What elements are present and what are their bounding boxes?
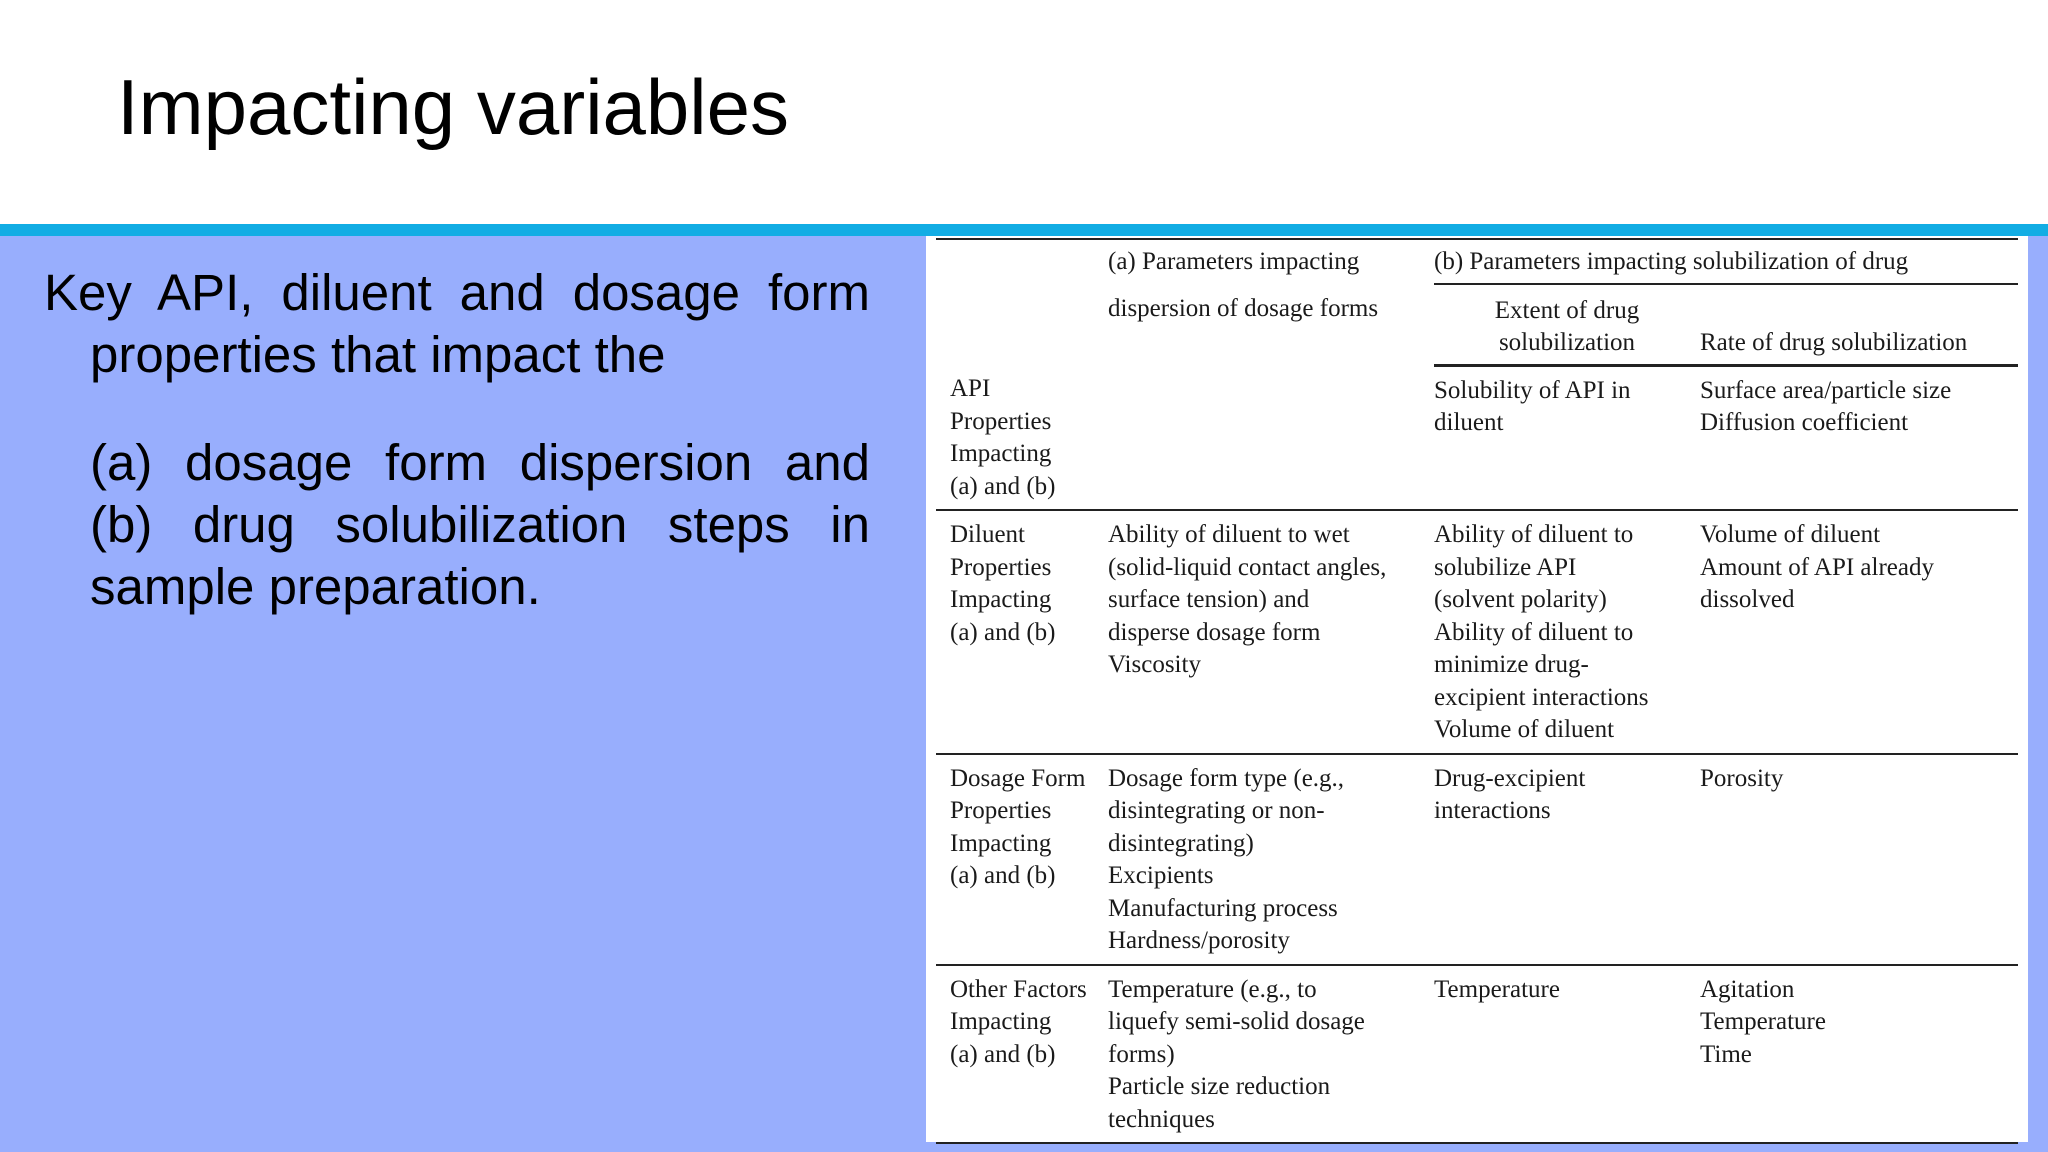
cell-line: (solvent polarity) — [1434, 586, 1607, 613]
cell-line: techniques — [1108, 1105, 1215, 1133]
cell-line: Impacting — [950, 586, 1052, 613]
cell-line: Solubility of API in — [1434, 376, 1631, 404]
table-panel — [926, 236, 2028, 1142]
intro-paragraph — [44, 262, 870, 386]
accent-bar — [0, 224, 2048, 236]
cell-line: Diluent — [950, 521, 1025, 548]
cell-line: Temperature — [1700, 1008, 1826, 1035]
header-text: Rate of drug solubilization — [1700, 329, 1968, 356]
cell-line: Properties — [950, 407, 1052, 435]
header-dispersion — [1108, 239, 1434, 365]
table-row — [936, 365, 2018, 510]
sub-line: (a) dosage form dispersion and — [90, 434, 870, 491]
cell-line: Dosage Form — [950, 764, 1086, 792]
cell-line: Viscosity — [1108, 651, 1201, 678]
cell-line: Dosage form type (e.g., — [1108, 764, 1345, 792]
cell-line: surface tension) and — [1108, 586, 1310, 613]
corner-cell — [936, 239, 1108, 365]
extent-cell — [1434, 510, 1700, 754]
cell-line: Impacting — [950, 440, 1052, 467]
row-label-cell — [936, 365, 1108, 510]
cell-line: minimize drug- — [1434, 651, 1589, 678]
cell-line: interactions — [1434, 797, 1551, 824]
dispersion-cell — [1108, 965, 1434, 1144]
table-row — [936, 754, 2018, 965]
cell-line: Diffusion coefficient — [1700, 409, 1909, 436]
cell-line: solubilize API — [1434, 553, 1577, 581]
variables-table — [936, 238, 2018, 1144]
sub-line: sample preparation. — [90, 558, 541, 615]
cell-line: liquefy semi-solid dosage — [1108, 1008, 1365, 1035]
row-label-cell — [936, 754, 1108, 965]
table-body — [936, 365, 2018, 1143]
cell-line: (solid-liquid contact angles, — [1108, 553, 1387, 581]
cell-line: (a) and (b) — [950, 862, 1056, 889]
slide-title: Impacting variables — [117, 63, 789, 151]
header-text: dispersion of dosage forms — [1108, 294, 1379, 322]
intro-line: properties that impact the — [90, 326, 666, 383]
cell-line: forms) — [1108, 1040, 1175, 1068]
cell-line: Ability of diluent to — [1434, 521, 1634, 548]
header-solubilization — [1434, 239, 2018, 284]
cell-line: diluent — [1434, 409, 1504, 436]
cell-line: disintegrating) — [1108, 829, 1254, 857]
cell-line: Surface area/particle size — [1700, 376, 1952, 404]
extent-cell — [1434, 754, 1700, 965]
cell-line: Amount of API already — [1700, 553, 1934, 581]
dispersion-cell — [1108, 365, 1434, 510]
cell-line: Temperature (e.g., to — [1108, 975, 1317, 1003]
table-row — [936, 965, 2018, 1144]
cell-line: Time — [1700, 1040, 1752, 1068]
cell-line: (a) and (b) — [950, 618, 1056, 646]
cell-line: disintegrating or non- — [1108, 797, 1325, 824]
cell-line: API — [950, 375, 991, 402]
cell-line: Properties — [950, 797, 1052, 824]
header-extent — [1434, 284, 1700, 366]
header-text: Extent of drug — [1494, 296, 1640, 324]
rate-cell — [1700, 365, 2018, 510]
cell-line: Ability of diluent to wet — [1108, 521, 1350, 548]
sub-line: (b) drug solubilization steps in — [90, 496, 870, 553]
cell-line: Drug-excipient — [1434, 764, 1586, 792]
row-label-cell — [936, 965, 1108, 1144]
header-text: (a) Parameters impacting — [1108, 248, 1360, 275]
cell-line: Particle size reduction — [1108, 1073, 1331, 1100]
cell-line: Manufacturing process — [1108, 894, 1338, 922]
cell-line: Hardness/porosity — [1108, 927, 1290, 954]
intro-line: Key API, diluent and dosage form — [44, 264, 870, 321]
rate-cell — [1700, 754, 2018, 965]
row-label-cell — [936, 510, 1108, 754]
cell-line: Excipients — [1108, 862, 1214, 889]
header-text: solubilization — [1498, 329, 1636, 356]
header-text: (b) Parameters impacting solubilization of drug — [1434, 248, 1909, 275]
cell-line: dissolved — [1700, 586, 1795, 613]
extent-cell — [1434, 365, 1700, 510]
cell-line: disperse dosage form — [1108, 618, 1321, 646]
cell-line: Volume of diluent — [1700, 521, 1881, 548]
cell-line: Porosity — [1700, 764, 1784, 792]
cell-line: Ability of diluent to — [1434, 618, 1634, 646]
table-row — [936, 510, 2018, 754]
cell-line: Other Factors — [950, 975, 1087, 1003]
cell-line: Impacting — [950, 1008, 1052, 1035]
cell-line: Agitation — [1700, 975, 1795, 1003]
cell-line: Volume of diluent — [1434, 716, 1615, 743]
sub-paragraph — [44, 432, 870, 618]
extent-cell — [1434, 965, 1700, 1144]
cell-line: excipient interactions — [1434, 683, 1649, 711]
dispersion-cell — [1108, 510, 1434, 754]
cell-line: Impacting — [950, 829, 1052, 857]
cell-line: Temperature — [1434, 975, 1560, 1003]
cell-line: Properties — [950, 553, 1052, 581]
header-rate — [1700, 284, 2018, 366]
body-text — [44, 262, 870, 618]
cell-line: (a) and (b) — [950, 472, 1056, 500]
cell-line: (a) and (b) — [950, 1040, 1056, 1068]
rate-cell — [1700, 965, 2018, 1144]
rate-cell — [1700, 510, 2018, 754]
dispersion-cell — [1108, 754, 1434, 965]
